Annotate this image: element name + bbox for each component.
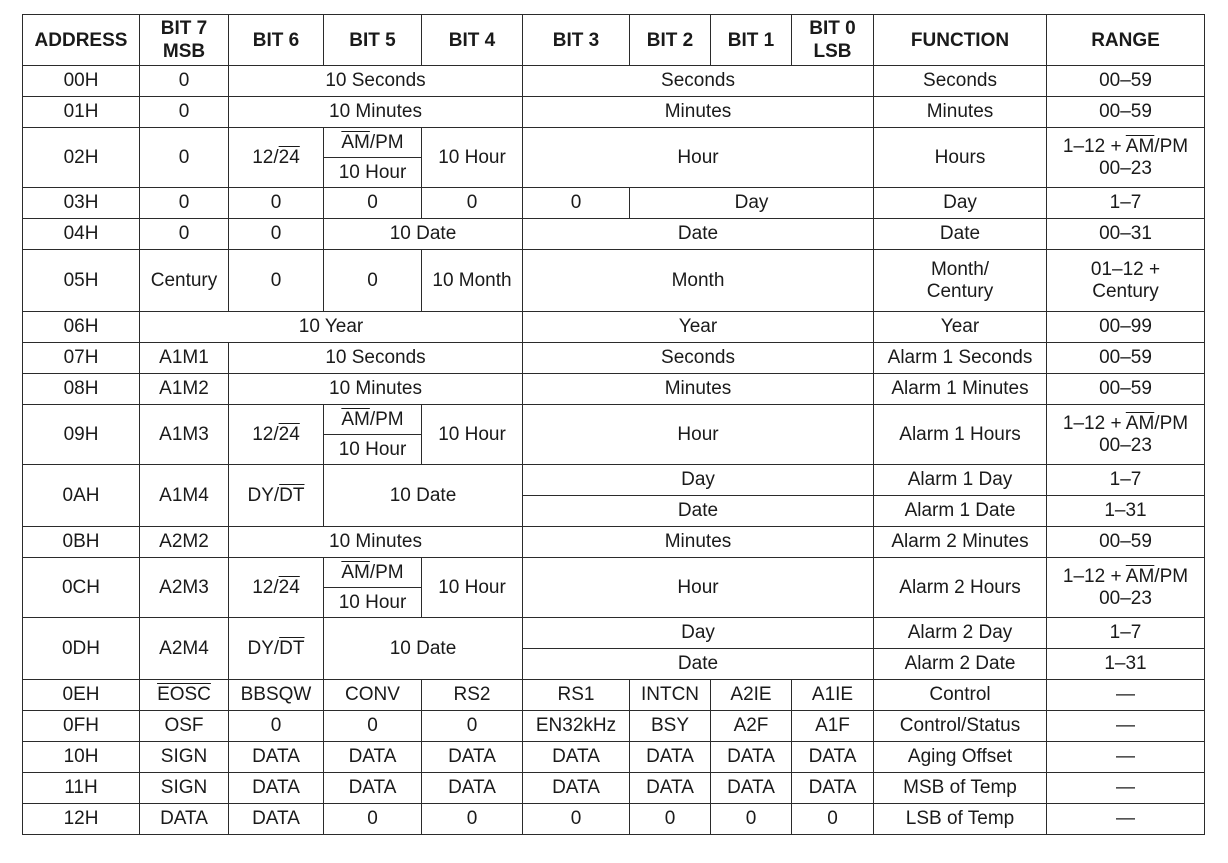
function-day-cell: Alarm 2 Day xyxy=(874,618,1047,649)
bit7-cell: 0 xyxy=(140,97,229,128)
bits3-0-cell: Minutes xyxy=(523,527,874,558)
bit4-cell: 0 xyxy=(422,188,523,219)
bit6-cell: DATA xyxy=(229,742,324,773)
address-cell: 09H xyxy=(23,405,140,465)
range-cell: 01–12 + Century xyxy=(1047,250,1205,312)
function-cell: Hours xyxy=(874,128,1047,188)
bit1-cell: 0 xyxy=(711,804,792,835)
bit7-cell: OSF xyxy=(140,711,229,742)
bit3-cell: 0 xyxy=(523,188,630,219)
address-cell: 00H xyxy=(23,66,140,97)
bits3-0-cell: Hour xyxy=(523,128,874,188)
address-cell: 10H xyxy=(23,742,140,773)
bit4-cell: RS2 xyxy=(422,680,523,711)
bit7-cell: 0 xyxy=(140,128,229,188)
bit6-cell: 12/24 xyxy=(229,405,324,465)
bits3-0-date-cell: Date xyxy=(523,649,874,680)
bit5-10hour-cell: 10 Hour xyxy=(324,435,422,465)
bit4-cell: 0 xyxy=(422,711,523,742)
bit3-cell: RS1 xyxy=(523,680,630,711)
function-cell: Date xyxy=(874,219,1047,250)
bit5-cell: 0 xyxy=(324,188,422,219)
function-cell: Alarm 1 Seconds xyxy=(874,343,1047,374)
bits3-0-day-cell: Day xyxy=(523,618,874,649)
bit6-cell: 12/24 xyxy=(229,558,324,618)
bit2-cell: 0 xyxy=(630,804,711,835)
range-cell: 1–7 xyxy=(1047,188,1205,219)
bit3-cell: 0 xyxy=(523,804,630,835)
header-bit4: BIT 4 xyxy=(422,15,523,66)
bit6-cell: 0 xyxy=(229,188,324,219)
header-bit1: BIT 1 xyxy=(711,15,792,66)
bit7-cell: A2M3 xyxy=(140,558,229,618)
function-cell: MSB of Temp xyxy=(874,773,1047,804)
address-cell: 01H xyxy=(23,97,140,128)
bit6-cell: BBSQW xyxy=(229,680,324,711)
bits7-4-cell: 10 Year xyxy=(140,312,523,343)
header-range: RANGE xyxy=(1047,15,1205,66)
register-row-10h xyxy=(23,742,1205,773)
bits6-4-cell: 10 Seconds xyxy=(229,66,523,97)
bit0-cell: DATA xyxy=(792,773,874,804)
header-bit2: BIT 2 xyxy=(630,15,711,66)
bit1-cell: DATA xyxy=(711,742,792,773)
range-cell: 00–59 xyxy=(1047,343,1205,374)
bit4-cell: 10 Month xyxy=(422,250,523,312)
bit3-cell: DATA xyxy=(523,773,630,804)
bit6-cell: $DY/\overline{DT}$ xyxy=(229,465,324,527)
range-cell: — xyxy=(1047,773,1205,804)
bits3-0-cell: Seconds xyxy=(523,66,874,97)
bit7-cell: Century xyxy=(140,250,229,312)
bits6-4-cell: 10 Minutes xyxy=(229,527,523,558)
range-cell: 00–59 xyxy=(1047,527,1205,558)
bit6-cell: 12/24 xyxy=(229,128,324,188)
address-cell: 0AH xyxy=(23,465,140,527)
header-address: ADDRESS xyxy=(23,15,140,66)
bit7-cell: A1M3 xyxy=(140,405,229,465)
function-date-cell: Alarm 1 Date xyxy=(874,496,1047,527)
register-row-07h xyxy=(23,343,1205,374)
function-cell: Month/ Century xyxy=(874,250,1047,312)
bit7-cell: 0 xyxy=(140,188,229,219)
bit5-10hour-cell: 10 Hour xyxy=(324,158,422,188)
bit5-ampm-cell: $\overline{AM}/PM$ xyxy=(324,405,422,435)
bits3-0-cell: Hour xyxy=(523,558,874,618)
register-row-06h xyxy=(23,312,1205,343)
bits6-4-cell: 10 Minutes xyxy=(229,374,523,405)
bit0-cell: 0 xyxy=(792,804,874,835)
bit2-cell: BSY xyxy=(630,711,711,742)
range-cell: — xyxy=(1047,711,1205,742)
range-cell: — xyxy=(1047,804,1205,835)
bit0-cell: A1F xyxy=(792,711,874,742)
bit2-cell: INTCN xyxy=(630,680,711,711)
bit6-cell: DATA xyxy=(229,773,324,804)
register-row-03h xyxy=(23,188,1205,219)
bit3-cell: DATA xyxy=(523,742,630,773)
function-cell: Alarm 2 Hours xyxy=(874,558,1047,618)
range-date-cell: 1–31 xyxy=(1047,496,1205,527)
range-cell: — xyxy=(1047,680,1205,711)
header-bit0: BIT 0 LSB xyxy=(792,15,874,66)
function-cell: Year xyxy=(874,312,1047,343)
function-cell: LSB of Temp xyxy=(874,804,1047,835)
function-cell: Control/Status xyxy=(874,711,1047,742)
bits3-0-day-cell: Day xyxy=(523,465,874,496)
register-row-04h xyxy=(23,219,1205,250)
function-day-cell: Alarm 1 Day xyxy=(874,465,1047,496)
bit6-cell: 0 xyxy=(229,219,324,250)
bits5-4-cell: 10 Date xyxy=(324,618,523,680)
bit5-cell: 0 xyxy=(324,804,422,835)
register-row-00h xyxy=(23,66,1205,97)
function-cell: Aging Offset xyxy=(874,742,1047,773)
bit6-cell: 0 xyxy=(229,711,324,742)
header-row xyxy=(23,15,1205,66)
function-date-cell: Alarm 2 Date xyxy=(874,649,1047,680)
bits2-0-cell: Day xyxy=(630,188,874,219)
bit4-cell: 10 Hour xyxy=(422,405,523,465)
function-cell: Alarm 1 Minutes xyxy=(874,374,1047,405)
range-cell: 00–59 xyxy=(1047,374,1205,405)
bit7-cell: SIGN xyxy=(140,773,229,804)
bits5-4-cell: 10 Date xyxy=(324,465,523,527)
range-cell: $1-12 + \overline{AM}/PM$ 00–23 xyxy=(1047,405,1205,465)
bits3-0-cell: Date xyxy=(523,219,874,250)
function-cell: Alarm 2 Minutes xyxy=(874,527,1047,558)
header-function: FUNCTION xyxy=(874,15,1047,66)
bit5-ampm-cell: $\overline{AM}/PM$ xyxy=(324,128,422,158)
bit4-cell: DATA xyxy=(422,773,523,804)
header-bit3: BIT 3 xyxy=(523,15,630,66)
address-cell: 12H xyxy=(23,804,140,835)
bit7-cell: A1M4 xyxy=(140,465,229,527)
range-cell: 00–99 xyxy=(1047,312,1205,343)
register-row-0ch xyxy=(23,558,1205,588)
register-row-0bh xyxy=(23,527,1205,558)
register-row-0fh xyxy=(23,711,1205,742)
address-cell: 03H xyxy=(23,188,140,219)
bit5-10hour-cell: 10 Hour xyxy=(324,588,422,618)
bit4-cell: 10 Hour xyxy=(422,128,523,188)
bits3-0-cell: Seconds xyxy=(523,343,874,374)
bit5-cell: DATA xyxy=(324,742,422,773)
bit7-cell: A1M1 xyxy=(140,343,229,374)
register-row-12h xyxy=(23,804,1205,835)
bit5-cell: 0 xyxy=(324,711,422,742)
bit5-cell: 0 xyxy=(324,250,422,312)
bit5-cell: CONV xyxy=(324,680,422,711)
range-cell: 00–59 xyxy=(1047,66,1205,97)
bits3-0-cell: Minutes xyxy=(523,374,874,405)
register-row-0ah xyxy=(23,465,1205,496)
bit4-cell: 0 xyxy=(422,804,523,835)
bit7-cell: A2M4 xyxy=(140,618,229,680)
header-bit7: BIT 7 MSB xyxy=(140,15,229,66)
bit5-cell: DATA xyxy=(324,773,422,804)
bit6-cell: 0 xyxy=(229,250,324,312)
register-row-01h xyxy=(23,97,1205,128)
bit1-cell: A2IE xyxy=(711,680,792,711)
function-cell: Day xyxy=(874,188,1047,219)
address-cell: 08H xyxy=(23,374,140,405)
register-row-0dh xyxy=(23,618,1205,649)
header-bit6: BIT 6 xyxy=(229,15,324,66)
bits3-0-cell: Year xyxy=(523,312,874,343)
range-cell: $1-12 + \overline{AM}/PM$ 00–23 xyxy=(1047,558,1205,618)
range-cell: — xyxy=(1047,742,1205,773)
bits6-4-cell: 10 Minutes xyxy=(229,97,523,128)
bit2-cell: DATA xyxy=(630,742,711,773)
bit7-cell: SIGN xyxy=(140,742,229,773)
address-cell: 07H xyxy=(23,343,140,374)
bit7-cell: DATA xyxy=(140,804,229,835)
address-cell: 0FH xyxy=(23,711,140,742)
range-day-cell: 1–7 xyxy=(1047,618,1205,649)
bit1-cell: DATA xyxy=(711,773,792,804)
address-cell: 11H xyxy=(23,773,140,804)
function-cell: Minutes xyxy=(874,97,1047,128)
function-cell: Seconds xyxy=(874,66,1047,97)
bits5-4-cell: 10 Date xyxy=(324,219,523,250)
bit3-cell: EN32kHz xyxy=(523,711,630,742)
address-cell: 0BH xyxy=(23,527,140,558)
bit4-cell: DATA xyxy=(422,742,523,773)
range-date-cell: 1–31 xyxy=(1047,649,1205,680)
register-row-08h xyxy=(23,374,1205,405)
register-row-0eh xyxy=(23,680,1205,711)
range-day-cell: 1–7 xyxy=(1047,465,1205,496)
bit6-cell: $DY/\overline{DT}$ xyxy=(229,618,324,680)
address-cell: 0EH xyxy=(23,680,140,711)
register-row-02h xyxy=(23,128,1205,158)
bit6-cell: DATA xyxy=(229,804,324,835)
bit2-cell: DATA xyxy=(630,773,711,804)
bit5-ampm-cell: $\overline{AM}/PM$ xyxy=(324,558,422,588)
address-cell: 04H xyxy=(23,219,140,250)
function-cell: Alarm 1 Hours xyxy=(874,405,1047,465)
register-row-11h xyxy=(23,773,1205,804)
bit4-cell: 10 Hour xyxy=(422,558,523,618)
address-cell: 0DH xyxy=(23,618,140,680)
bit0-cell: A1IE xyxy=(792,680,874,711)
address-cell: 06H xyxy=(23,312,140,343)
bit7-cell: EOSC xyxy=(140,680,229,711)
range-cell: 00–59 xyxy=(1047,97,1205,128)
address-cell: 02H xyxy=(23,128,140,188)
bit7-cell: 0 xyxy=(140,66,229,97)
bits3-0-date-cell: Date xyxy=(523,496,874,527)
register-row-05h xyxy=(23,250,1205,312)
bits3-0-cell: Hour xyxy=(523,405,874,465)
range-cell: 00–31 xyxy=(1047,219,1205,250)
bit7-cell: A1M2 xyxy=(140,374,229,405)
address-cell: 05H xyxy=(23,250,140,312)
bit1-cell: A2F xyxy=(711,711,792,742)
bits6-4-cell: 10 Seconds xyxy=(229,343,523,374)
address-cell: 0CH xyxy=(23,558,140,618)
register-row-09h xyxy=(23,405,1205,435)
function-cell: Control xyxy=(874,680,1047,711)
bits3-0-cell: Month xyxy=(523,250,874,312)
range-cell: $1-12 + \overline{AM}/PM$ 00–23 xyxy=(1047,128,1205,188)
bits3-0-cell: Minutes xyxy=(523,97,874,128)
bit0-cell: DATA xyxy=(792,742,874,773)
register-map-table xyxy=(22,14,1205,835)
bit7-cell: A2M2 xyxy=(140,527,229,558)
bit7-cell: 0 xyxy=(140,219,229,250)
header-bit5: BIT 5 xyxy=(324,15,422,66)
